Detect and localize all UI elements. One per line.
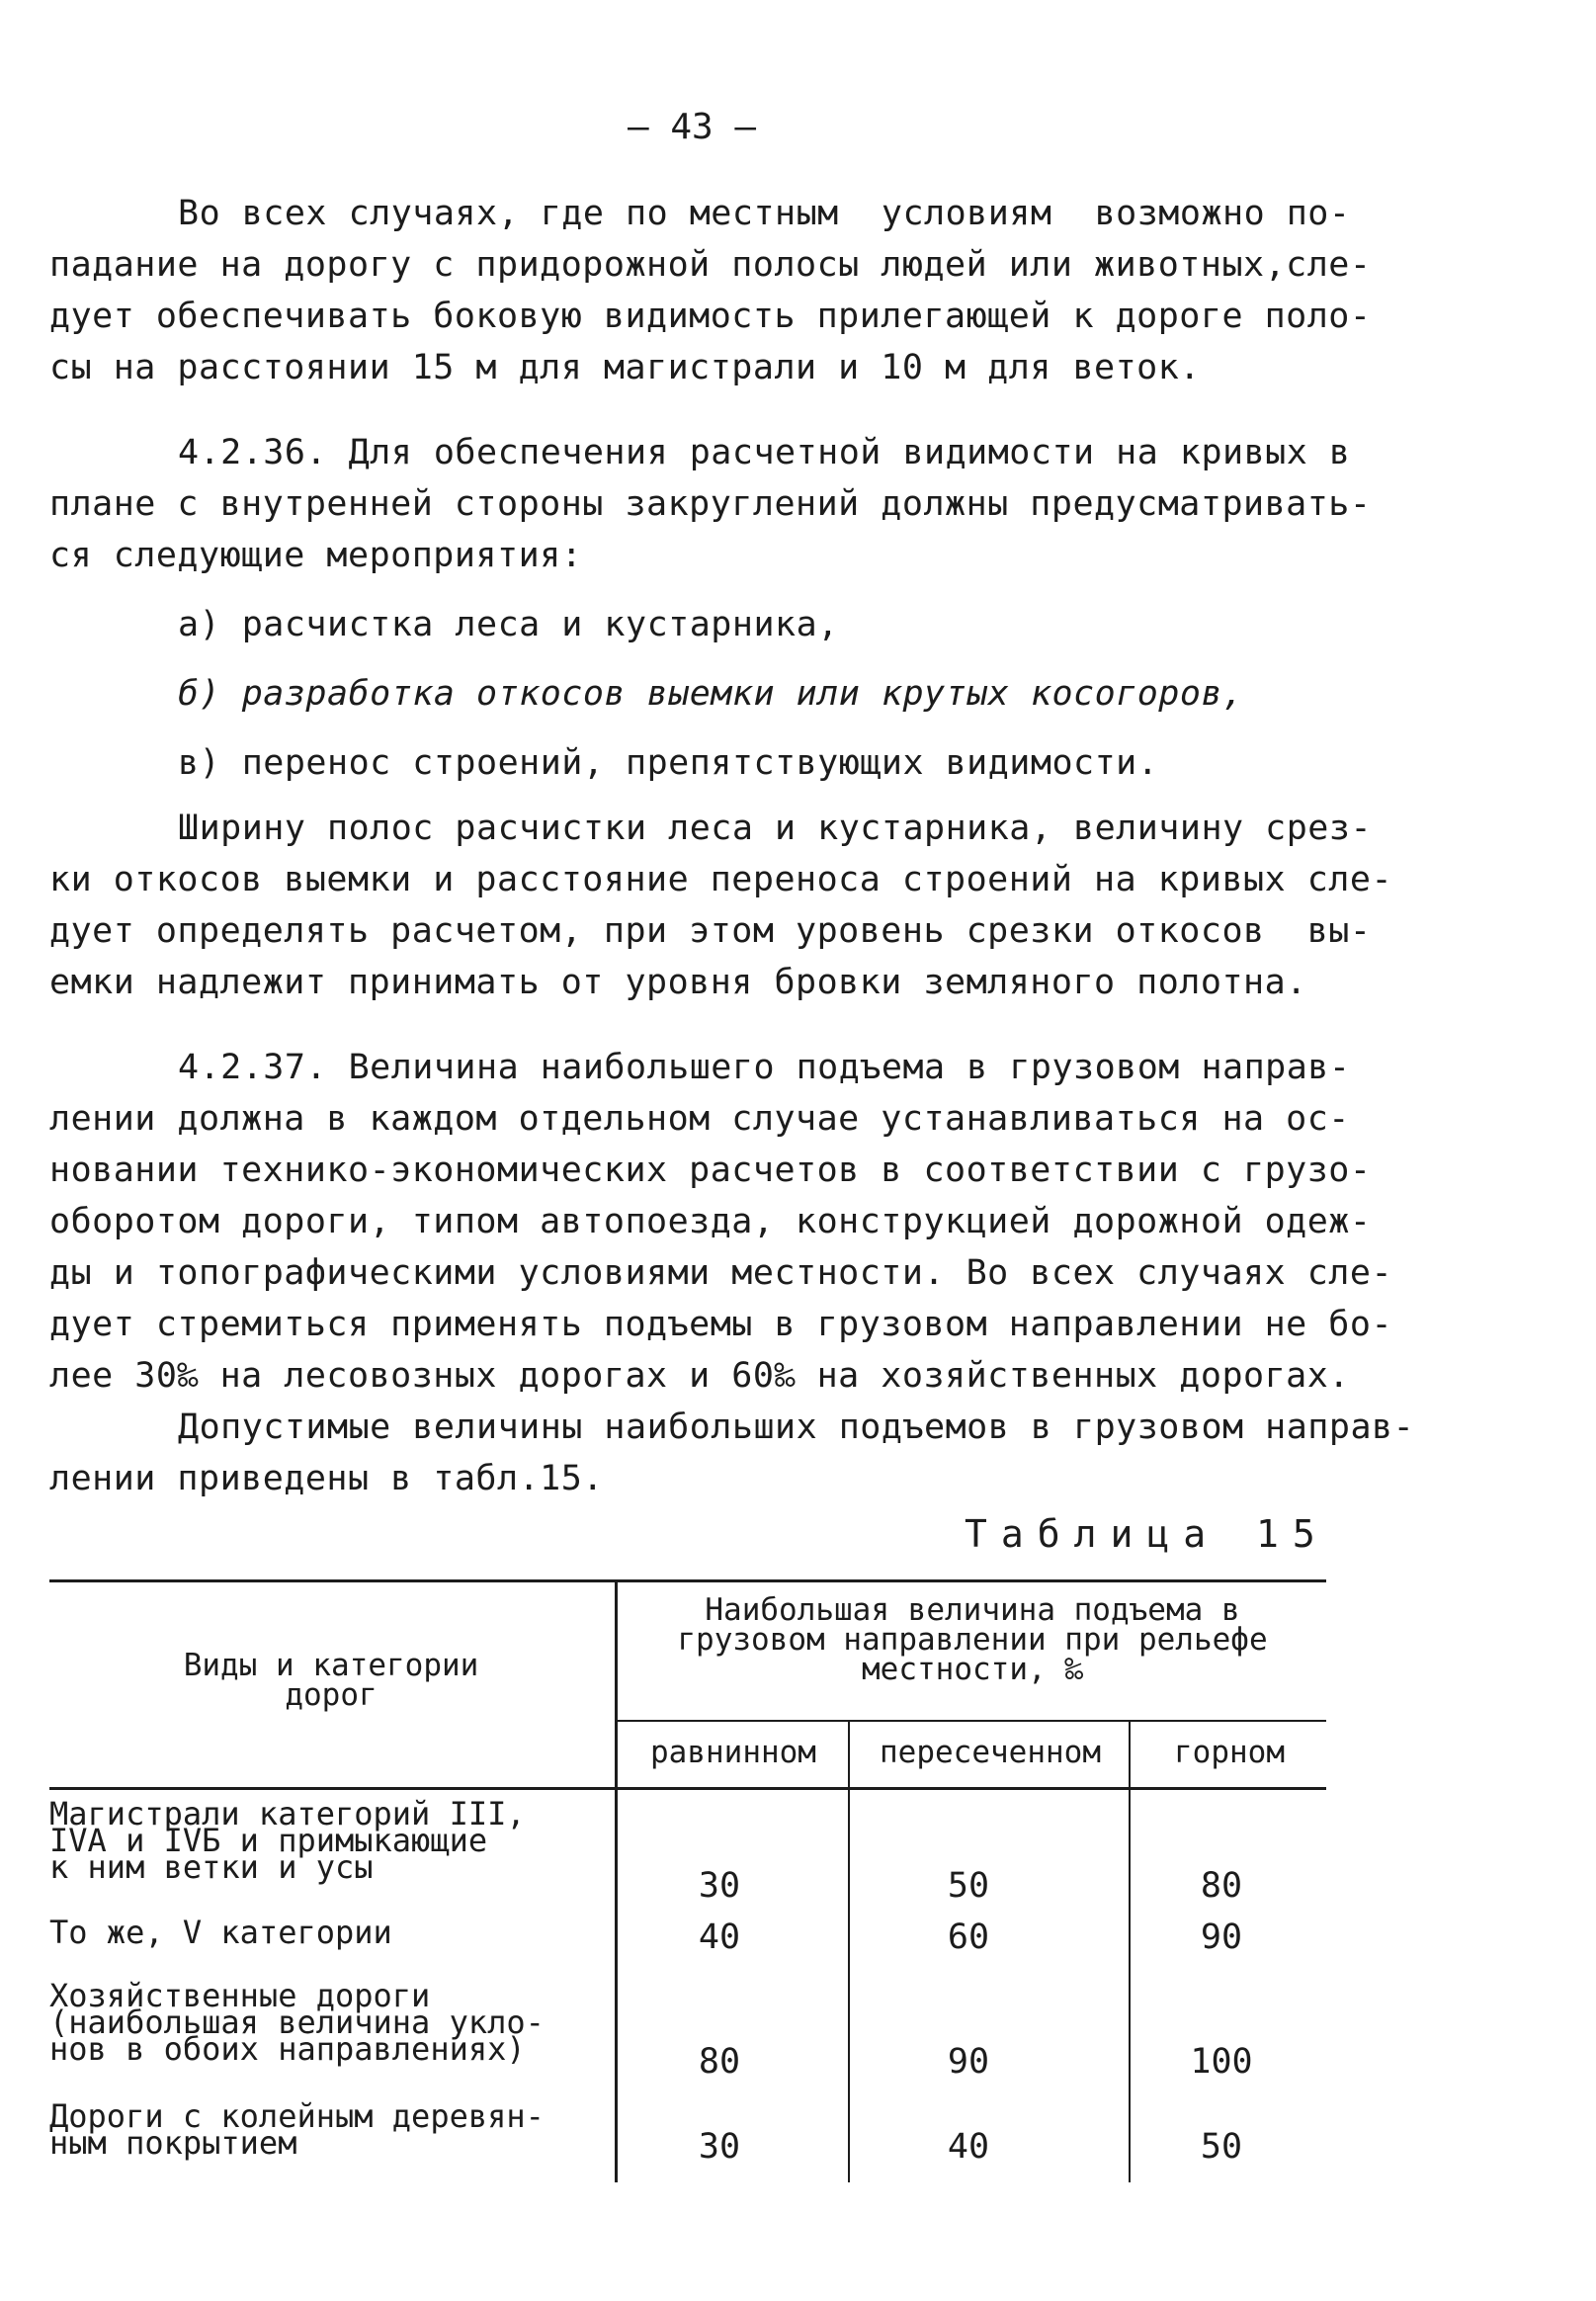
- row4-value-rugged: 40: [947, 2127, 990, 2167]
- row1-label-line-2: IVА и IVБ и примыкающие: [49, 1822, 488, 1859]
- table-row-2-label: [49, 1914, 392, 1951]
- list-item-a: а) расчистка леса и кустарника,: [178, 605, 839, 644]
- table-row-1-label: [49, 1795, 526, 1886]
- para2-line-3: ся следующие мероприятия:: [49, 536, 583, 575]
- row1-value-plain: 30: [698, 1866, 741, 1906]
- row2-value-rugged: 60: [947, 1918, 990, 1957]
- row2-value-mountain: 90: [1200, 1918, 1243, 1957]
- row3-label-line-3: нов в обоих направлениях): [49, 2030, 526, 2068]
- row3-value-mountain: 100: [1190, 2042, 1253, 2082]
- para5-line-2: лении приведены в табл.15.: [49, 1459, 604, 1498]
- row4-label-line-1: Дороги с колейным деревян-: [49, 2097, 545, 2135]
- para1-line-2: падание на дорогу с придорожной полосы людей или животных,сле-: [49, 245, 1372, 285]
- row4-value-mountain: 50: [1200, 2127, 1243, 2167]
- para4-line-6: дует стремиться применять подъемы в грузовом направлении не бо-: [49, 1305, 1393, 1344]
- para5-line-1: Допустимые величины наибольших подъемов в грузовом направ-: [178, 1407, 1415, 1447]
- para3-line-2: ки откосов выемки и расстояние переноса строений на кривых сле-: [49, 860, 1393, 899]
- para1-line-4: сы на расстоянии 15 м для магистрали и 10 м для веток.: [49, 348, 1201, 387]
- row1-label-line-3: к ним ветки и усы: [49, 1848, 374, 1886]
- row3-label-line-2: (наибольшая величина укло-: [49, 2003, 545, 2041]
- group-header-line-2: грузовом направлении при рельефе: [677, 1622, 1268, 1658]
- table-subheader-rule: [615, 1720, 1326, 1722]
- col0-header-line-2: дорог: [285, 1677, 378, 1713]
- table-divider-col1: [615, 1579, 618, 2182]
- col0-header-line-1: Виды и категории: [183, 1648, 479, 1683]
- table-caption: Таблица 15: [965, 1512, 1329, 1556]
- row1-value-mountain: 80: [1200, 1866, 1243, 1906]
- table-row-3-label: [49, 1977, 545, 2068]
- row2-label-line-1: То же, V категории: [49, 1914, 392, 1951]
- para4-line-4: оборотом дороги, типом автопоезда, конструкцией дорожной одеж-: [49, 1202, 1372, 1241]
- table-col0-header: [49, 1648, 613, 1713]
- para4-line-1: 4.2.37. Величина наибольшего подъема в грузовом направ-: [178, 1048, 1351, 1087]
- row4-label-line-2: ным покрытием: [49, 2124, 297, 2162]
- table-row-4-label: [49, 2097, 545, 2162]
- para4-line-7: лее 30‰ на лесовозных дорогах и 60‰ на хозяйственных дорогах.: [49, 1356, 1350, 1396]
- para1-line-3: дует обеспечивать боковую видимость прилегающей к дороге поло-: [49, 297, 1372, 336]
- para3-line-4: емки надлежит принимать от уровня бровки земляного полотна.: [49, 963, 1307, 1002]
- table-subheader-plain: равнинном: [650, 1735, 816, 1770]
- table-subheader-rugged: пересеченном: [880, 1735, 1101, 1770]
- para4-line-5: ды и топографическими условиями местности. Во всех случаях сле-: [49, 1253, 1393, 1293]
- row2-value-plain: 40: [698, 1918, 741, 1957]
- para1-line-1: Во всех случаях, где по местным условиям возможно по-: [178, 194, 1351, 233]
- row3-label-line-1: Хозяйственные дороги: [49, 1977, 431, 2014]
- row1-label-line-1: Магистрали категорий III,: [49, 1795, 526, 1832]
- table-top-rule: [49, 1579, 1326, 1582]
- para3-line-3: дует определять расчетом, при этом уровень срезки откосов вы-: [49, 911, 1372, 951]
- group-header-line-1: Наибольшая величина подъема в: [705, 1592, 1240, 1628]
- list-item-c: в) перенос строений, препятствующих видимости.: [178, 743, 1159, 783]
- para4-line-3: новании технико-экономических расчетов в соответствии с грузо-: [49, 1150, 1372, 1190]
- row3-value-plain: 80: [698, 2042, 741, 2082]
- table-group-header: [619, 1592, 1326, 1687]
- row4-value-plain: 30: [698, 2127, 741, 2167]
- page-number: — 43 —: [627, 107, 757, 147]
- para2-line-2: плане с внутренней стороны закруглений должны предусматривать-: [49, 484, 1372, 524]
- row3-value-rugged: 90: [947, 2042, 990, 2082]
- list-item-b: б) разработка откосов выемки или крутых косогоров,: [178, 674, 1244, 714]
- para3-line-1: Ширину полос расчистки леса и кустарника, величину срез-: [178, 809, 1373, 848]
- table-header-bottom-rule: [49, 1787, 1326, 1790]
- para4-line-2: лении должна в каждом отдельном случае устанавливаться на ос-: [49, 1099, 1350, 1139]
- para2-line-1: 4.2.36. Для обеспечения расчетной видимости на кривых в: [178, 433, 1351, 472]
- row1-value-rugged: 50: [947, 1866, 990, 1906]
- table-subheader-mountain: горном: [1174, 1735, 1285, 1770]
- group-header-line-3: местности, ‰: [862, 1652, 1083, 1687]
